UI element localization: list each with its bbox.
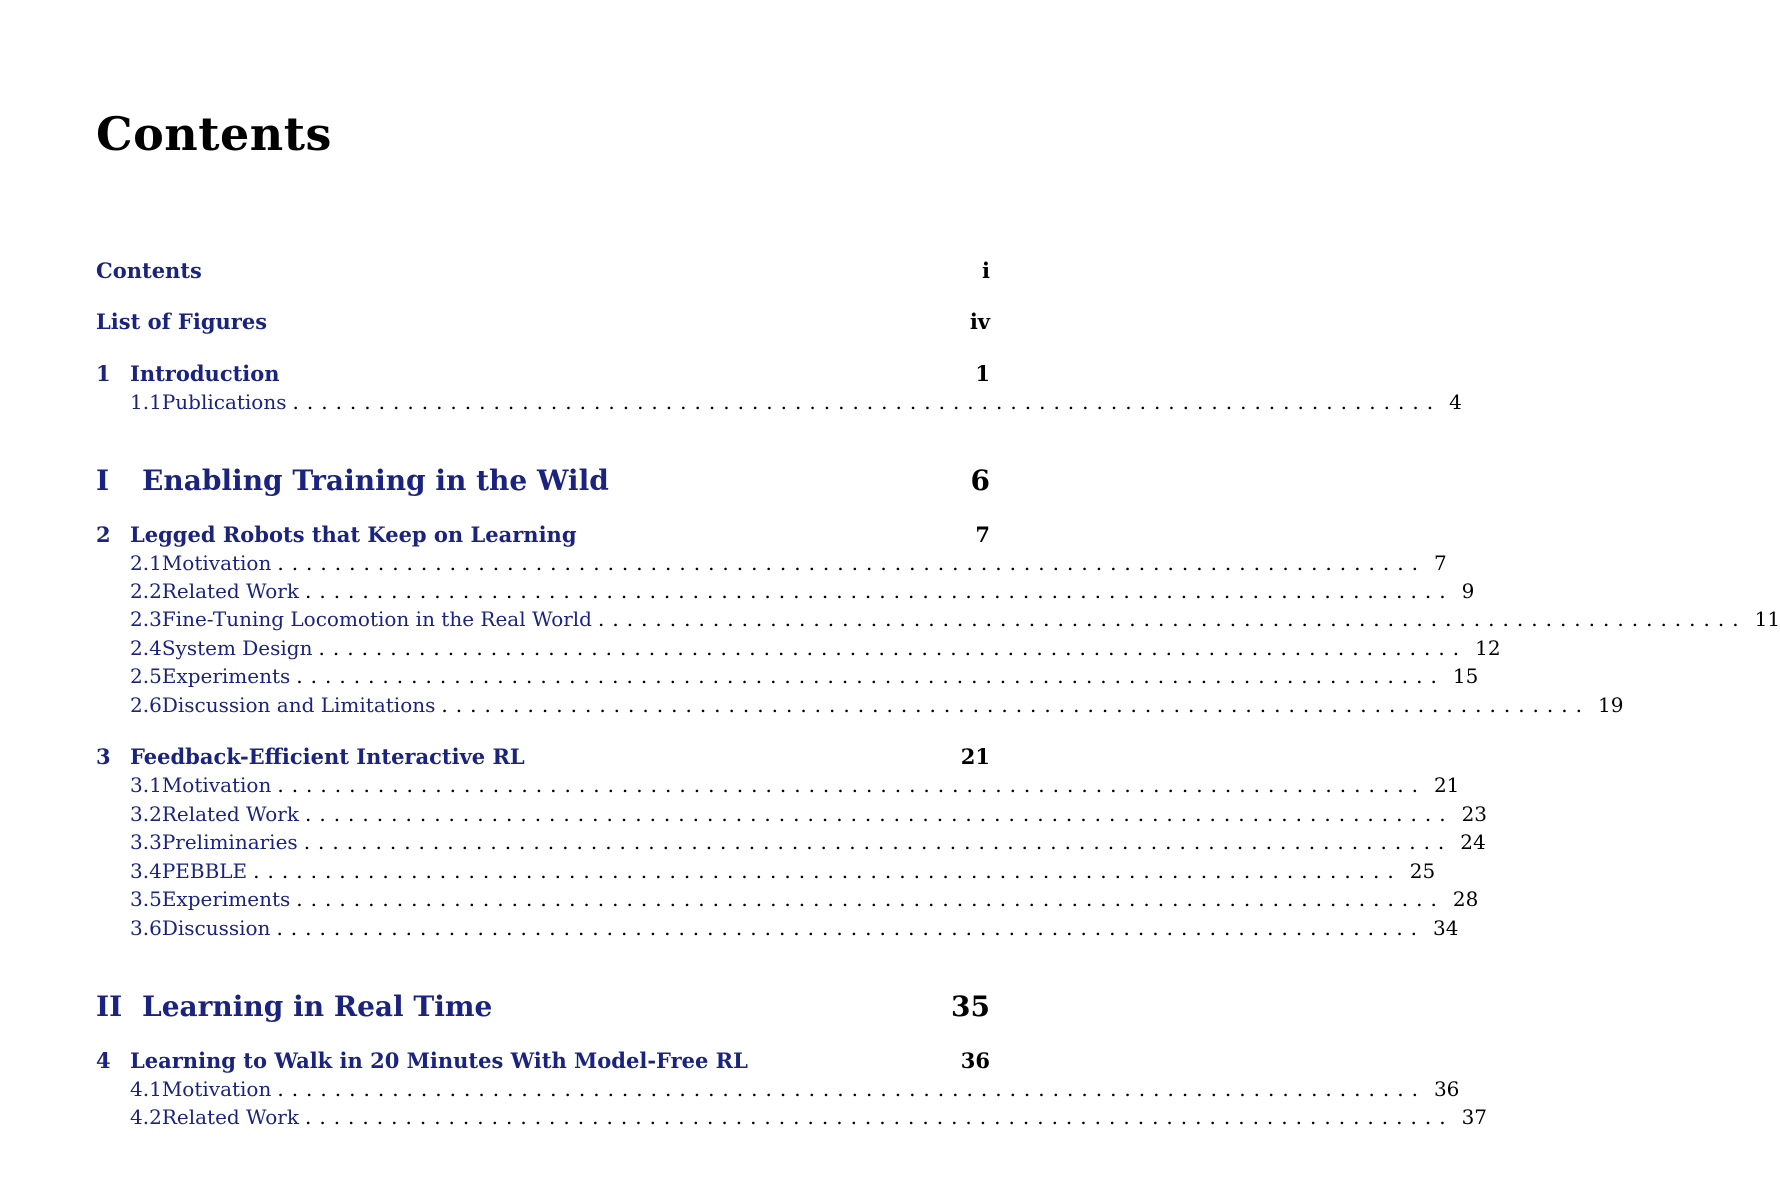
section-title: Discussion [161,916,271,940]
toc-chapter-4[interactable] [96,1048,990,1078]
toc-chapter-2[interactable] [96,522,990,552]
section-number: 3.2 [130,802,162,826]
toc-section-2-3[interactable] [130,607,1780,637]
dot-leader: ................................................................................ [304,802,1454,826]
toc-chapter-1[interactable] [96,361,990,391]
section-title: Experiments [161,887,291,911]
section-title: Related Work [161,1105,299,1129]
section-title: Related Work [161,802,299,826]
section-title: Related Work [161,579,299,603]
section-number: 3.1 [130,773,162,797]
chapter-title: Introduction [130,361,280,386]
section-number: 2.4 [130,636,162,660]
section-number: 4.2 [130,1105,162,1129]
chapter-number: 1 [96,361,111,386]
dot-leader: ................................................................................ [292,390,1442,414]
dot-leader: ................................................................................ [277,551,1426,575]
section-title: Fine-Tuning Locomotion in the Real World [161,607,592,631]
toc-section-3-1[interactable] [130,773,1460,803]
toc-entry-page: iv [969,309,990,334]
toc-entry-contents[interactable] [96,258,990,288]
section-page: 4 [1449,390,1462,414]
toc-section-2-1[interactable] [130,551,1447,581]
section-page: 12 [1475,636,1501,660]
dot-leader: ................................................................................ [304,1105,1454,1129]
part-number: I [96,464,110,497]
dot-leader: ................................................................................ [318,636,1468,660]
toc-chapter-3[interactable] [96,744,990,774]
toc-section-2-6[interactable] [130,693,1624,723]
dot-leader: ................................................................................ [303,830,1453,854]
section-title: Motivation [161,773,272,797]
toc-entry-page: i [982,258,990,283]
section-title: Experiments [161,664,291,688]
section-title: PEBBLE [161,859,248,883]
toc-entry-title: Contents [96,258,202,283]
section-page: 37 [1461,1105,1488,1129]
toc-section-3-3[interactable] [130,830,1486,860]
chapter-title: Feedback-Efficient Interactive RL [130,744,525,769]
toc-section-3-2[interactable] [130,802,1488,832]
section-title: Publications [161,390,287,414]
toc-section-2-5[interactable] [130,664,1479,694]
section-number: 4.1 [130,1077,162,1101]
toc-entry-title: List of Figures [96,309,268,334]
dot-leader: ................................................................................ [441,693,1590,717]
section-page: 7 [1433,551,1447,575]
dot-leader: ................................................................................ [277,773,1426,797]
toc-entry-list-of-figures[interactable] [96,309,990,339]
section-title: Discussion and Limitations [161,693,436,717]
chapter-page: 36 [960,1048,990,1073]
chapter-number: 3 [96,744,111,769]
section-page: 34 [1433,916,1459,940]
toc-section-3-6[interactable] [130,916,1459,946]
dot-leader: ................................................................................ [296,664,1445,688]
toc-section-3-4[interactable] [130,859,1436,889]
section-page: 11 [1754,607,1780,631]
dot-leader: ................................................................................ [598,607,1747,631]
section-number: 2.1 [130,551,162,575]
toc-section-2-4[interactable] [130,636,1501,666]
section-page: 25 [1409,859,1436,883]
chapter-number: 4 [96,1048,111,1073]
toc-section-2-2[interactable] [130,579,1475,609]
section-number: 2.6 [130,693,162,717]
section-page: 9 [1461,579,1475,603]
chapter-title: Learning to Walk in 20 Minutes With Model-Free RL [130,1048,748,1073]
section-page: 23 [1461,802,1488,826]
toc-part-1[interactable] [96,464,990,504]
section-page: 24 [1460,830,1486,854]
section-number: 3.6 [130,916,162,940]
dot-leader: ................................................................................ [304,579,1454,603]
toc-section-1-1[interactable] [130,390,1462,420]
section-title: Motivation [161,1077,272,1101]
section-page: 19 [1597,693,1624,717]
part-title: Enabling Training in the Wild [142,464,609,497]
chapter-page: 7 [975,522,990,547]
chapter-title: Legged Robots that Keep on Learning [130,522,577,547]
dot-leader: ................................................................................ [277,1077,1426,1101]
chapter-number: 2 [96,522,111,547]
toc-section-4-1[interactable] [130,1077,1460,1107]
section-number: 1.1 [130,390,162,414]
section-page: 36 [1433,1077,1460,1101]
dot-leader: ................................................................................ [276,916,1426,940]
section-number: 3.4 [130,859,162,883]
section-number: 2.3 [130,607,162,631]
chapter-page: 21 [960,744,990,769]
section-number: 2.5 [130,664,162,688]
page-title: Contents [96,107,332,161]
toc-section-4-2[interactable] [130,1105,1488,1135]
section-number: 3.5 [130,887,162,911]
section-title: Motivation [161,551,272,575]
dot-leader: ................................................................................ [296,887,1445,911]
toc-section-3-5[interactable] [130,887,1479,917]
section-number: 2.2 [130,579,162,603]
section-number: 3.3 [130,830,162,854]
part-title: Learning in Real Time [142,990,493,1023]
section-page: 21 [1433,773,1460,797]
toc-part-2[interactable] [96,990,990,1030]
part-page: 35 [951,990,990,1023]
section-page: 28 [1452,887,1479,911]
section-title: System Design [161,636,313,660]
section-page: 15 [1452,664,1479,688]
chapter-page: 1 [975,361,990,386]
dot-leader: ................................................................................ [253,859,1402,883]
part-number: II [96,990,123,1023]
part-page: 6 [970,464,990,497]
section-title: Preliminaries [161,830,298,854]
